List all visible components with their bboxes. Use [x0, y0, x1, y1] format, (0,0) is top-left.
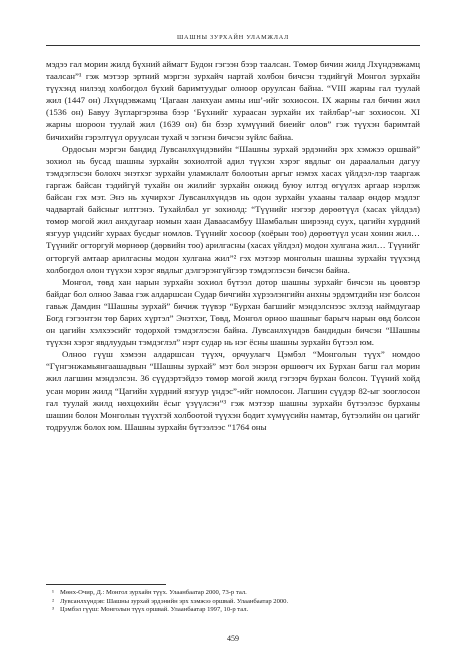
paragraph-2: Ордосын мэргэн бандид Лувсанлхүндэвийн “Шашны зурхай эрдэнийн эрх хэмжээ оршвай” зохиол нь бусад шашны зурхайн зохиолтой адил түүхэн хэрэг явдлыг он дараалалын дагуу тэмдэглэсэн болохч энэтхэг зурхайн уламжлалт болоотын аргыг нэмэх хасах үйлдэл-лэр тааргаж гаргаж байсан тэдийгүй тухайн он жилийг зурхайн онжид буюу илтэд өгүүлэх аргаар нэрлэж байсан гэх мэт. Энэ нь хүчирхэг Лувсанлхүндэв нь одон зурхайн ухааны талаар өндөр мэдлэг чадвартай байсныг илтгэнэ. Тухайлбал уг зохиолд: “Түүнийг нэгээр дөрөөтүүл (хасах үйлдэл) төмөр могой жил анхдугаар номын хаан Даваасамбуу Шамбалын ширээнд суух, цагийн хүрдний язгуур үндсийг хураах бусдыг номлов. Түүнийг хосоор (хоёрын тоо) дөрөөтүүл усан хонин жил… Түүнийг огторгуй мөрнөөр (дөрвийн тоо) арилгасны (хасах үйлдэл) модон хулгана жил… Түүнийг огторгуй амтаар арилгасны модон хулгана жил”² гэх мэтээр монголын шашны зурхайн түүхэнд холбогдол олон түүхэн хэрэг явдлыг дэлгэрэнгүйгээр тэмдэглэсэн бичсэн байна.	[46, 143, 420, 275]
footnote-3-text: Цэмбэл гүүш: Монголын түүх оршвай. Улаанбаатар 1997, 10-р тал.	[60, 606, 249, 614]
footnote-1-number: ¹	[52, 589, 54, 596]
footnote-2-text: Лувсанлхүндэв: Шашны зурхай эрдэнийн эрх хэмжээ оршвай. Улаанбаатар 2000.	[60, 597, 289, 605]
paragraph-4: Олноо гүүш хэмээн алдаршсан түүхч, орчуулагч Цэмбэл “Монголын түүх” номдоо “Гүнгэнжамьянгаашадвын “Шашны зурхай” мэт бол энэрэн өршөөгч их Бурхан багш гал морин жил лагшин мэндэлсэн. 36 сүүдэртэйдээ төмөр могой жилд гэгээрч бурхан болсон. Түүний хойд усан морин жилд “Цагийн хүрдний язгуур үндэс”-ийг номлосон. Лагшин сүүдэр 82-ыг зооглосон гал туулай жилд нөхцөхийн ёсыг үзүүлсэн”³ гэж мэтээр шашны зурхайн бүтээлээс бурханы шашин болон Монголын түүхтэй холбоотой түүхэн бодит хүмүүсийн намтар, бүтээлийн он цагийг тодруулж болох юм. Шашны зурхайн бүтээлээс “1764 оны	[46, 349, 420, 432]
paragraph-3: Монгол, төвд хан нарын зурхайн зохиол бүтээл дотор шашны зурхайг бичсэн нь цөөвтэр байдаг бол олноо Заваа гэж алдаршсан Судар бичгийн хүрээлэнгийн анхны эрдэмтдийн нэг болсон гавьж Дамдин “Шашны зурхай” бичиж түүвэр “Бурхан багшийг мэндэлснээс эхлээд наймдугаар Богд гэгээнтэн төр барих хүртэл” Энэтхэг, Төвд, Монгол орноо шашныг барьгч нарын өвд болсон он цагийн хэлхээсийг тодорхой тэмдэглэсэн байна. Лувсанлхүндэв бандидын бичсэн “Шашны түүхэн хэрэг явдлуудын тэмдэглэл” нэрт судар нь нэг ёсны шашны зурхайн бүтээл юм.	[46, 276, 420, 348]
footnote-3	[46, 606, 420, 615]
footnote-2-number: ²	[52, 597, 54, 605]
footnote-3-number: ³	[52, 606, 54, 614]
page-number: 459	[227, 634, 239, 643]
running-head: ШАШНЫ ЗУРХАЙН УЛАМЖЛАЛ	[46, 34, 420, 46]
footnote-2	[46, 598, 420, 607]
footnote-rule	[46, 584, 166, 585]
footnote-1	[46, 589, 420, 598]
main-text	[46, 58, 420, 433]
footnote-1-text: Мөнх-Очир, Д.: Монгол зурхайн түүх. Улаанбаатар 2000, 73-р тал.	[60, 589, 247, 596]
footnotes	[46, 584, 420, 615]
paragraph-1: мэдээ гал морин жилд бүхний аймагт Будон гэгээн бээр таалсан. Төмөр бичин жилд Лхүндэвжамц таалсан”¹ гэж мэтээр эртний мэргэн зурхайч нартай холбон бичсэн тэдийгүй Монгол зурхайн түүхэнд нилээд холбогдол бүхий баримтуудыг олноор оруулсан байна. “VIII жарны гал туулай жил (1447 он) Лхүндэвжамц ‘Цагаан ланхуан амны иш’-ийг зохиосон. IX жарны гал бичин жил (1536 он) Бавуу Зүгларгэрэнва бээр ‘Бүхнийг хураасан зурхайн их тайлбар’-ыг зохиосон. XI жарны шороон туулай жил (1639 он) бн бээр хүмүүний биеийг олов” гэж түүхэн баримтай бичихийн гэрэлтүүл оруулсан тухай ч зэгнэн бичсэн зүйлс байна.	[46, 59, 420, 142]
